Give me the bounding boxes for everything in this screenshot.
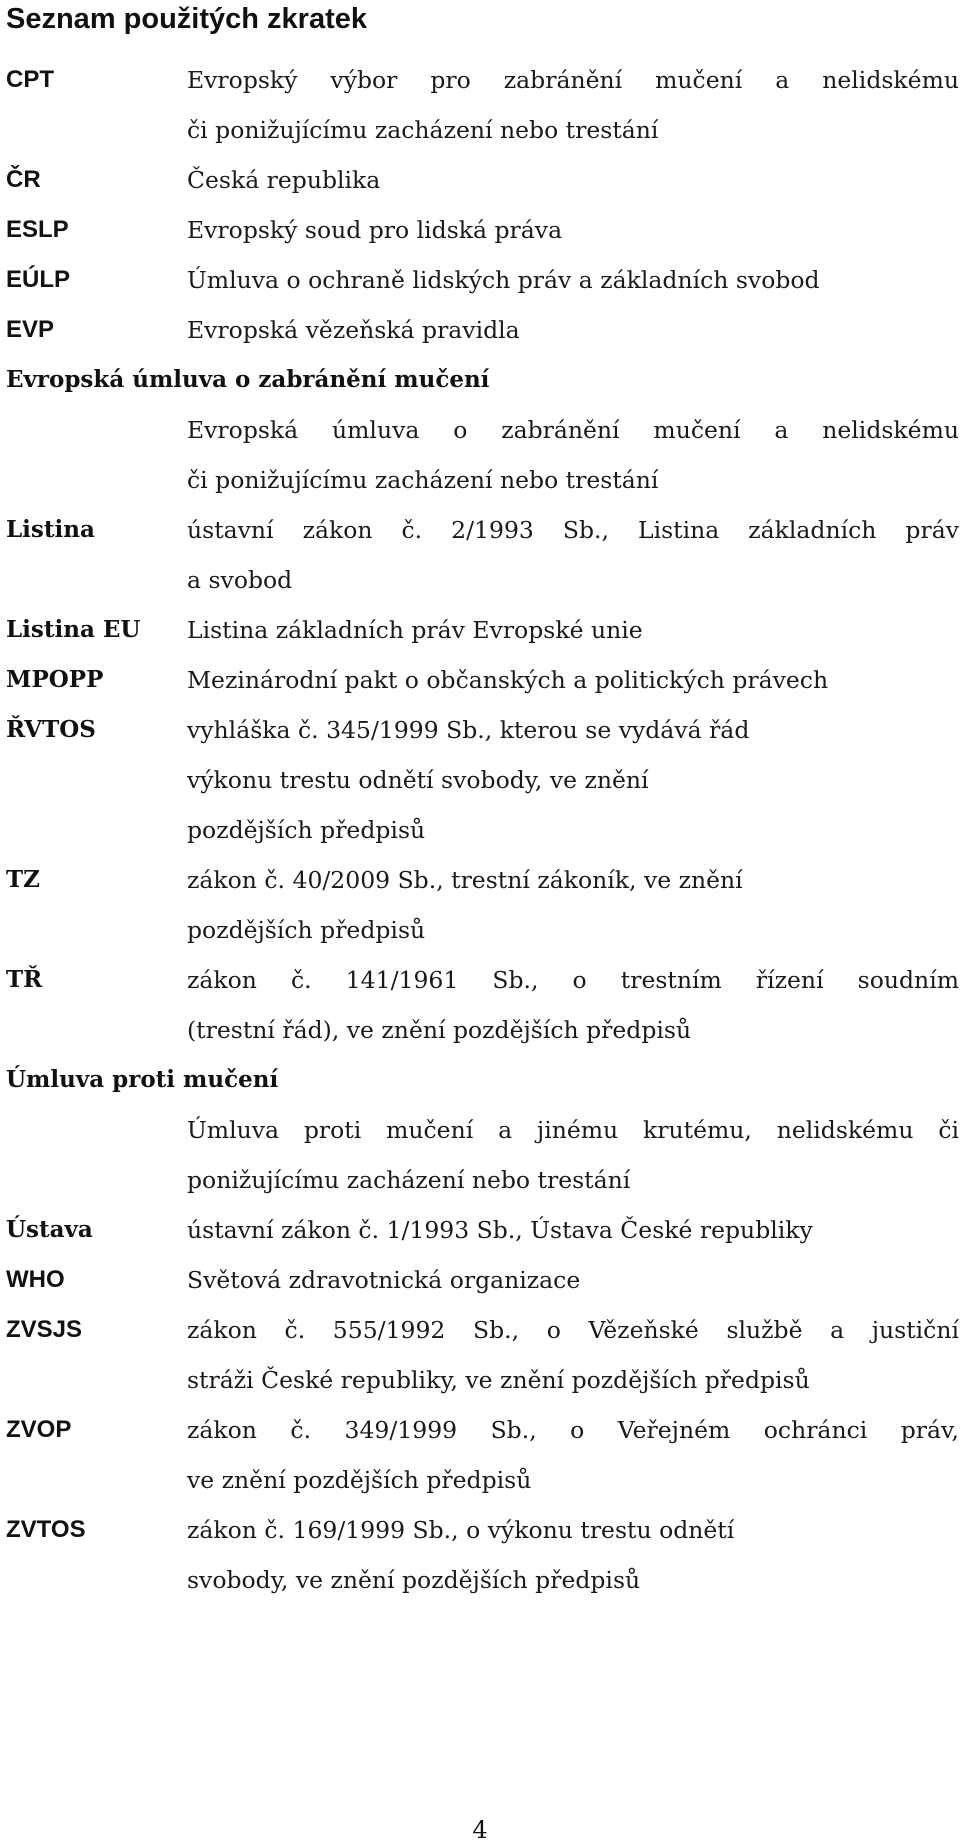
definition-mpopp-line-1: Mezinárodní pakt o občanských a politických právech — [187, 666, 829, 694]
definition-zvop-line-1: zákon č. 349/1999 Sb., o Veřejném ochránci práv, — [187, 1416, 959, 1444]
abbreviation-ustava: Ústava — [6, 1216, 93, 1243]
definition-zvtos-line-1: zákon č. 169/1999 Sb., o výkonu trestu odnětí — [187, 1516, 735, 1544]
abbreviation-listina-eu: Listina EU — [6, 616, 141, 643]
definition-zvsjs-line-2: stráži České republiky, ve znění pozdějších předpisů — [187, 1366, 810, 1394]
abbreviation-eslp: ESLP — [6, 216, 69, 243]
page-number: 4 — [472, 1816, 488, 1844]
abbreviation-who: WHO — [6, 1266, 65, 1293]
definition-zvsjs-line-1: zákon č. 555/1992 Sb., o Vězeňské službě a justiční — [187, 1316, 959, 1344]
abbreviation-cpt: CPT — [6, 66, 54, 93]
abbreviation-listina: Listina — [6, 516, 95, 543]
definition-evropska-umluva-line-2: či ponižujícímu zacházení nebo trestání — [187, 466, 659, 494]
definition-umluva-proti-muceni-line-1: Úmluva proti mučení a jinému krutému, nelidskému či — [187, 1116, 959, 1144]
definition-eslp-line-1: Evropský soud pro lidská práva — [187, 216, 563, 244]
definition-tz-line-2: pozdějších předpisů — [187, 916, 426, 944]
definition-listina-eu-line-1: Listina základních práv Evropské unie — [187, 616, 643, 644]
abbreviation-zvtos: ZVTOS — [6, 1516, 86, 1543]
definition-ustava-line-1: ústavní zákon č. 1/1993 Sb., Ústava České republiky — [187, 1216, 813, 1244]
definition-listina-line-1: ústavní zákon č. 2/1993 Sb., Listina základních práv — [187, 516, 959, 544]
abbreviation-zvsjs: ZVSJS — [6, 1316, 83, 1343]
definition-rvtos-line-3: pozdějších předpisů — [187, 816, 426, 844]
definition-tz-line-1: zákon č. 40/2009 Sb., trestní zákoník, ve znění — [187, 866, 743, 894]
definition-evp-line-1: Evropská vězeňská pravidla — [187, 316, 520, 344]
definition-who-line-1: Světová zdravotnická organizace — [187, 1266, 581, 1294]
abbreviation-tr: TŘ — [6, 966, 43, 993]
definition-tr-line-2: (trestní řád), ve znění pozdějších předpisů — [187, 1016, 692, 1044]
abbreviation-tz: TZ — [6, 866, 40, 893]
definition-umluva-proti-muceni-line-2: ponižujícímu zacházení nebo trestání — [187, 1166, 631, 1194]
definition-cr-line-1: Česká republika — [187, 166, 381, 194]
abbreviation-mpopp: MPOPP — [6, 666, 104, 693]
definition-zvop-line-2: ve znění pozdějších předpisů — [187, 1466, 532, 1494]
abbreviation-zvop: ZVOP — [6, 1416, 72, 1443]
definition-rvtos-line-1: vyhláška č. 345/1999 Sb., kterou se vydává řád — [187, 716, 750, 744]
definition-zvtos-line-2: svobody, ve znění pozdějších předpisů — [187, 1566, 641, 1594]
definition-evropska-umluva-line-1: Evropská úmluva o zabránění mučení a nelidskému — [187, 416, 959, 444]
abbreviation-cr: ČR — [6, 166, 41, 193]
abbreviation-evp: EVP — [6, 316, 55, 343]
definition-listina-line-2: a svobod — [187, 566, 293, 594]
abbreviation-evropska-umluva: Evropská úmluva o zabránění mučení — [6, 366, 490, 393]
definition-eulp-line-1: Úmluva o ochraně lidských práv a základních svobod — [187, 266, 820, 294]
definition-cpt-line-1: Evropský výbor pro zabránění mučení a nelidskému — [187, 66, 959, 94]
definition-tr-line-1: zákon č. 141/1961 Sb., o trestním řízení soudním — [187, 966, 959, 994]
abbreviation-umluva-proti-muceni: Úmluva proti mučení — [6, 1066, 279, 1093]
abbreviation-rvtos: ŘVTOS — [6, 716, 96, 743]
abbreviation-eulp: EÚLP — [6, 266, 71, 293]
definition-cpt-line-2: či ponižujícímu zacházení nebo trestání — [187, 116, 659, 144]
definition-rvtos-line-2: výkonu trestu odnětí svobody, ve znění — [187, 766, 649, 794]
page-title: Seznam použitých zkratek — [6, 3, 367, 35]
